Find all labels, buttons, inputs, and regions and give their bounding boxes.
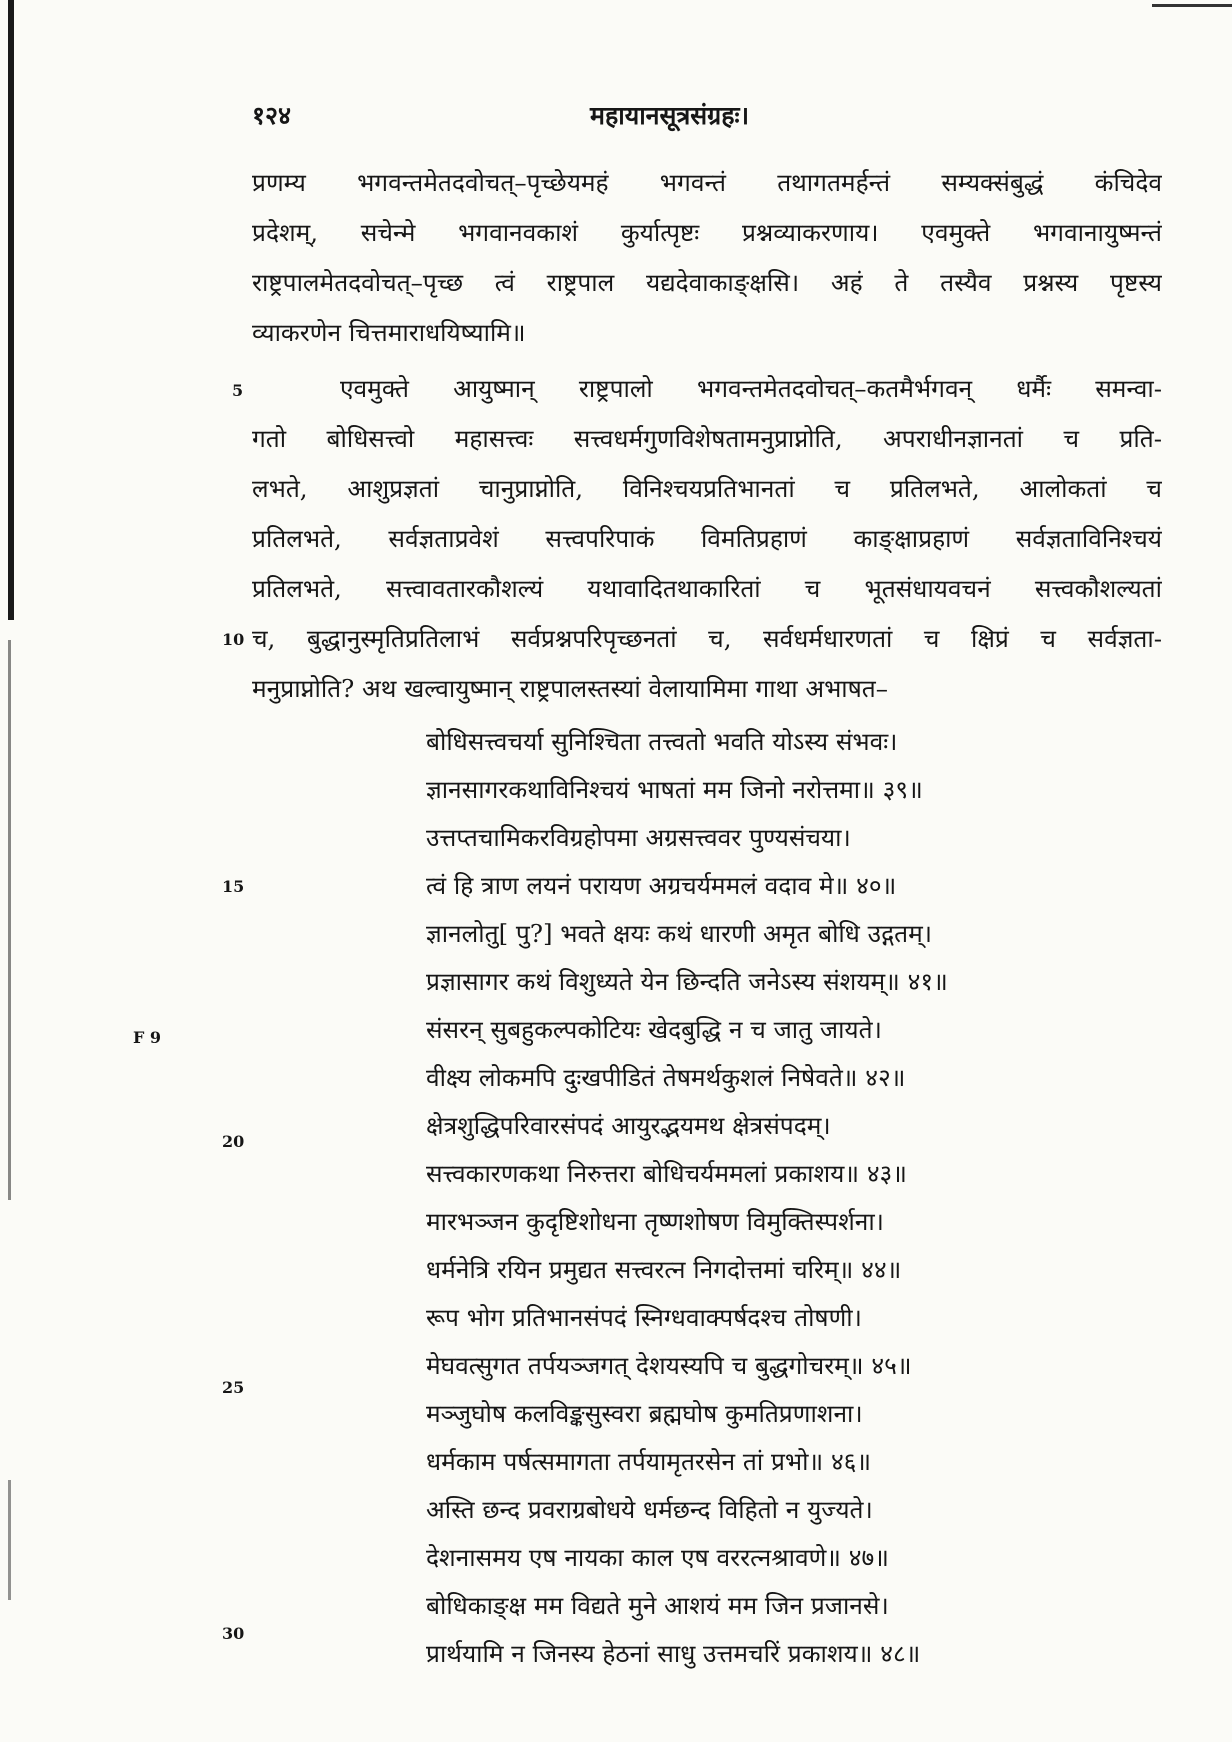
verse-line: मेघवत्सुगत तर्पयञ्जगत् देशयस्यपि च बुद्धगोचरम्॥ ४५॥ <box>426 1351 912 1380</box>
verse-line: मञ्जुघोष कलविङ्कसुस्वरा ब्रह्मघोष कुमतिप्रणाशना। <box>426 1399 863 1428</box>
verse-line: संसरन् सुबहुकल्पकोटियः खेदबुद्धि न च जातु जायते। <box>426 1015 882 1044</box>
verse-line: क्षेत्रशुद्धिपरिवारसंपदं आयुरद्भयमथ क्षेत्रसंपदम्। <box>426 1111 831 1140</box>
verse-line: त्वं हि त्राण लयनं परायण अग्रचर्यममलं वदाव मे॥ ४०॥ <box>426 871 897 900</box>
verse-line: मारभञ्जन कुदृष्टिशोधना तृष्णशोषण विमुक्तिस्पर्शना। <box>426 1207 884 1236</box>
verse-line: उत्तप्तचामिकरविग्रहोपमा अग्रसत्त्ववर पुण्यसंचया। <box>426 823 851 852</box>
text-line: प्रतिलभते, सर्वज्ञताप्रवेशं सत्त्वपरिपाकं विमतिप्रहाणं काङ्क्षाप्रहाणं सर्वज्ञताविनिश्चयं <box>252 524 1162 553</box>
running-title: महायानसूत्रसंग्रहः। <box>590 101 750 130</box>
text-line: मनुप्राप्नोति? अथ खल्वायुष्मान् राष्ट्रपालस्तस्यां वेलायामिमा गाथा अभाषत– <box>252 674 889 703</box>
text-line: प्रणम्य भगवन्तमेतदवोचत्–पृच्छेयमहं भगवन्तं तथागतमर्हन्तं सम्यक्संबुद्धं कंचिदेव <box>252 168 1162 197</box>
verse-line: रूप भोग प्रतिभानसंपदं स्निग्धवाक्पर्षदश्च तोषणी। <box>426 1303 862 1332</box>
line-number-10: 10 <box>222 630 245 649</box>
text-line: प्रदेशम्, सचेन्मे भगवानवकाशं कुर्यात्पृष्टः प्रश्नव्याकरणाय। एवमुक्ते भगवानायुष्मन्तं <box>252 218 1162 247</box>
line-number-30: 30 <box>222 1624 245 1643</box>
paragraph-2 <box>252 364 1162 714</box>
verse-line: अस्ति छन्द प्रवराग्रबोधये धर्मछन्द विहितो न युज्यते। <box>426 1495 873 1524</box>
line-number-20: 20 <box>222 1132 245 1151</box>
line-number-25: 25 <box>222 1378 245 1397</box>
text-line: गतो बोधिसत्त्वो महासत्त्वः सत्त्वधर्मगुणविशेषतामनुप्राप्नोति, अपराधीनज्ञानतां च प्रति- <box>252 424 1162 453</box>
text-line: राष्ट्रपालमेतदवोचत्–पृच्छ त्वं राष्ट्रपाल यद्यदेवाकाङ्क्षसि। अहं ते तस्यैव प्रश्नस्य पृष्टस्य <box>252 268 1162 297</box>
text-line: च, बुद्धानुस्मृतिप्रतिलाभं सर्वप्रश्नपरिपृच्छनतां च, सर्वधर्मधारणतां च क्षिप्रं च सर्वज्ञता- <box>252 624 1162 653</box>
verse-line: प्रार्थयामि न जिनस्य हेठनां साधु उत्तमचरिं प्रकाशय॥ ४८॥ <box>426 1639 921 1668</box>
text-line: लभते, आशुप्रज्ञतां चानुप्राप्नोति, विनिश्चयप्रतिभानतां च प्रतिलभते, आलोकतां च <box>252 474 1162 503</box>
verse-block <box>426 718 1156 1678</box>
paragraph-1 <box>252 158 1162 358</box>
text-line: व्याकरणेन चित्तमाराधयिष्यामि॥ <box>252 318 526 347</box>
top-edge-mark <box>1152 4 1232 7</box>
page-number: १२४ <box>252 101 292 130</box>
running-header <box>0 98 1232 134</box>
verse-line: देशनासमय एष नायका काल एष वररत्नश्रावणे॥ ४७॥ <box>426 1543 889 1572</box>
verse-line: बोधिकाङ्क्ष मम विद्यते मुने आशयं मम जिन प्रजानसे। <box>426 1591 889 1620</box>
verse-line: वीक्ष्य लोकमपि दुःखपीडितं तेषमर्थकुशलं निषेवते॥ ४२॥ <box>426 1063 906 1092</box>
verse-line: ज्ञानलोतु[ पु?] भवते क्षयः कथं धारणी अमृत बोधि उद्गतम्। <box>426 919 933 948</box>
verse-line: सत्त्वकारणकथा निरुत्तरा बोधिचर्यममलां प्रकाशय॥ ४३॥ <box>426 1159 907 1188</box>
verse-line: बोधिसत्त्वचर्या सुनिश्चिता तत्त्वतो भवति योऽस्य संभवः। <box>426 727 898 756</box>
line-number-15: 15 <box>222 877 245 896</box>
text-line: प्रतिलभते, सत्त्वावतारकौशल्यं यथावादितथाकारितां च भूतसंधायवचनं सत्त्वकौशल्यतां <box>252 574 1162 603</box>
verse-line: ज्ञानसागरकथाविनिश्चयं भाषतां मम जिनो नरोत्तमा॥ ३९॥ <box>426 775 923 804</box>
verse-line: धर्मनेत्रि रयिन प्रमुद्यत सत्त्वरत्न निगदोत्तमां चरिम्॥ ४४॥ <box>426 1255 902 1284</box>
text-line: एवमुक्ते आयुष्मान् राष्ट्रपालो भगवन्तमेतदवोचत्–कतमैर्भगवन् धर्मैः समन्वा- <box>340 374 1162 403</box>
margin-folio-note: F 9 <box>133 1028 162 1047</box>
binding-edge-bottom <box>8 1480 11 1600</box>
line-number-5: 5 <box>232 381 244 400</box>
verse-line: प्रज्ञासागर कथं विशुध्यते येन छिन्दति जनेऽस्य संशयम्॥ ४१॥ <box>426 967 948 996</box>
binding-edge-lower <box>8 640 11 1200</box>
binding-edge <box>8 0 14 620</box>
verse-line: धर्मकाम पर्षत्समागता तर्पयामृतरसेन तां प्रभो॥ ४६॥ <box>426 1447 872 1476</box>
